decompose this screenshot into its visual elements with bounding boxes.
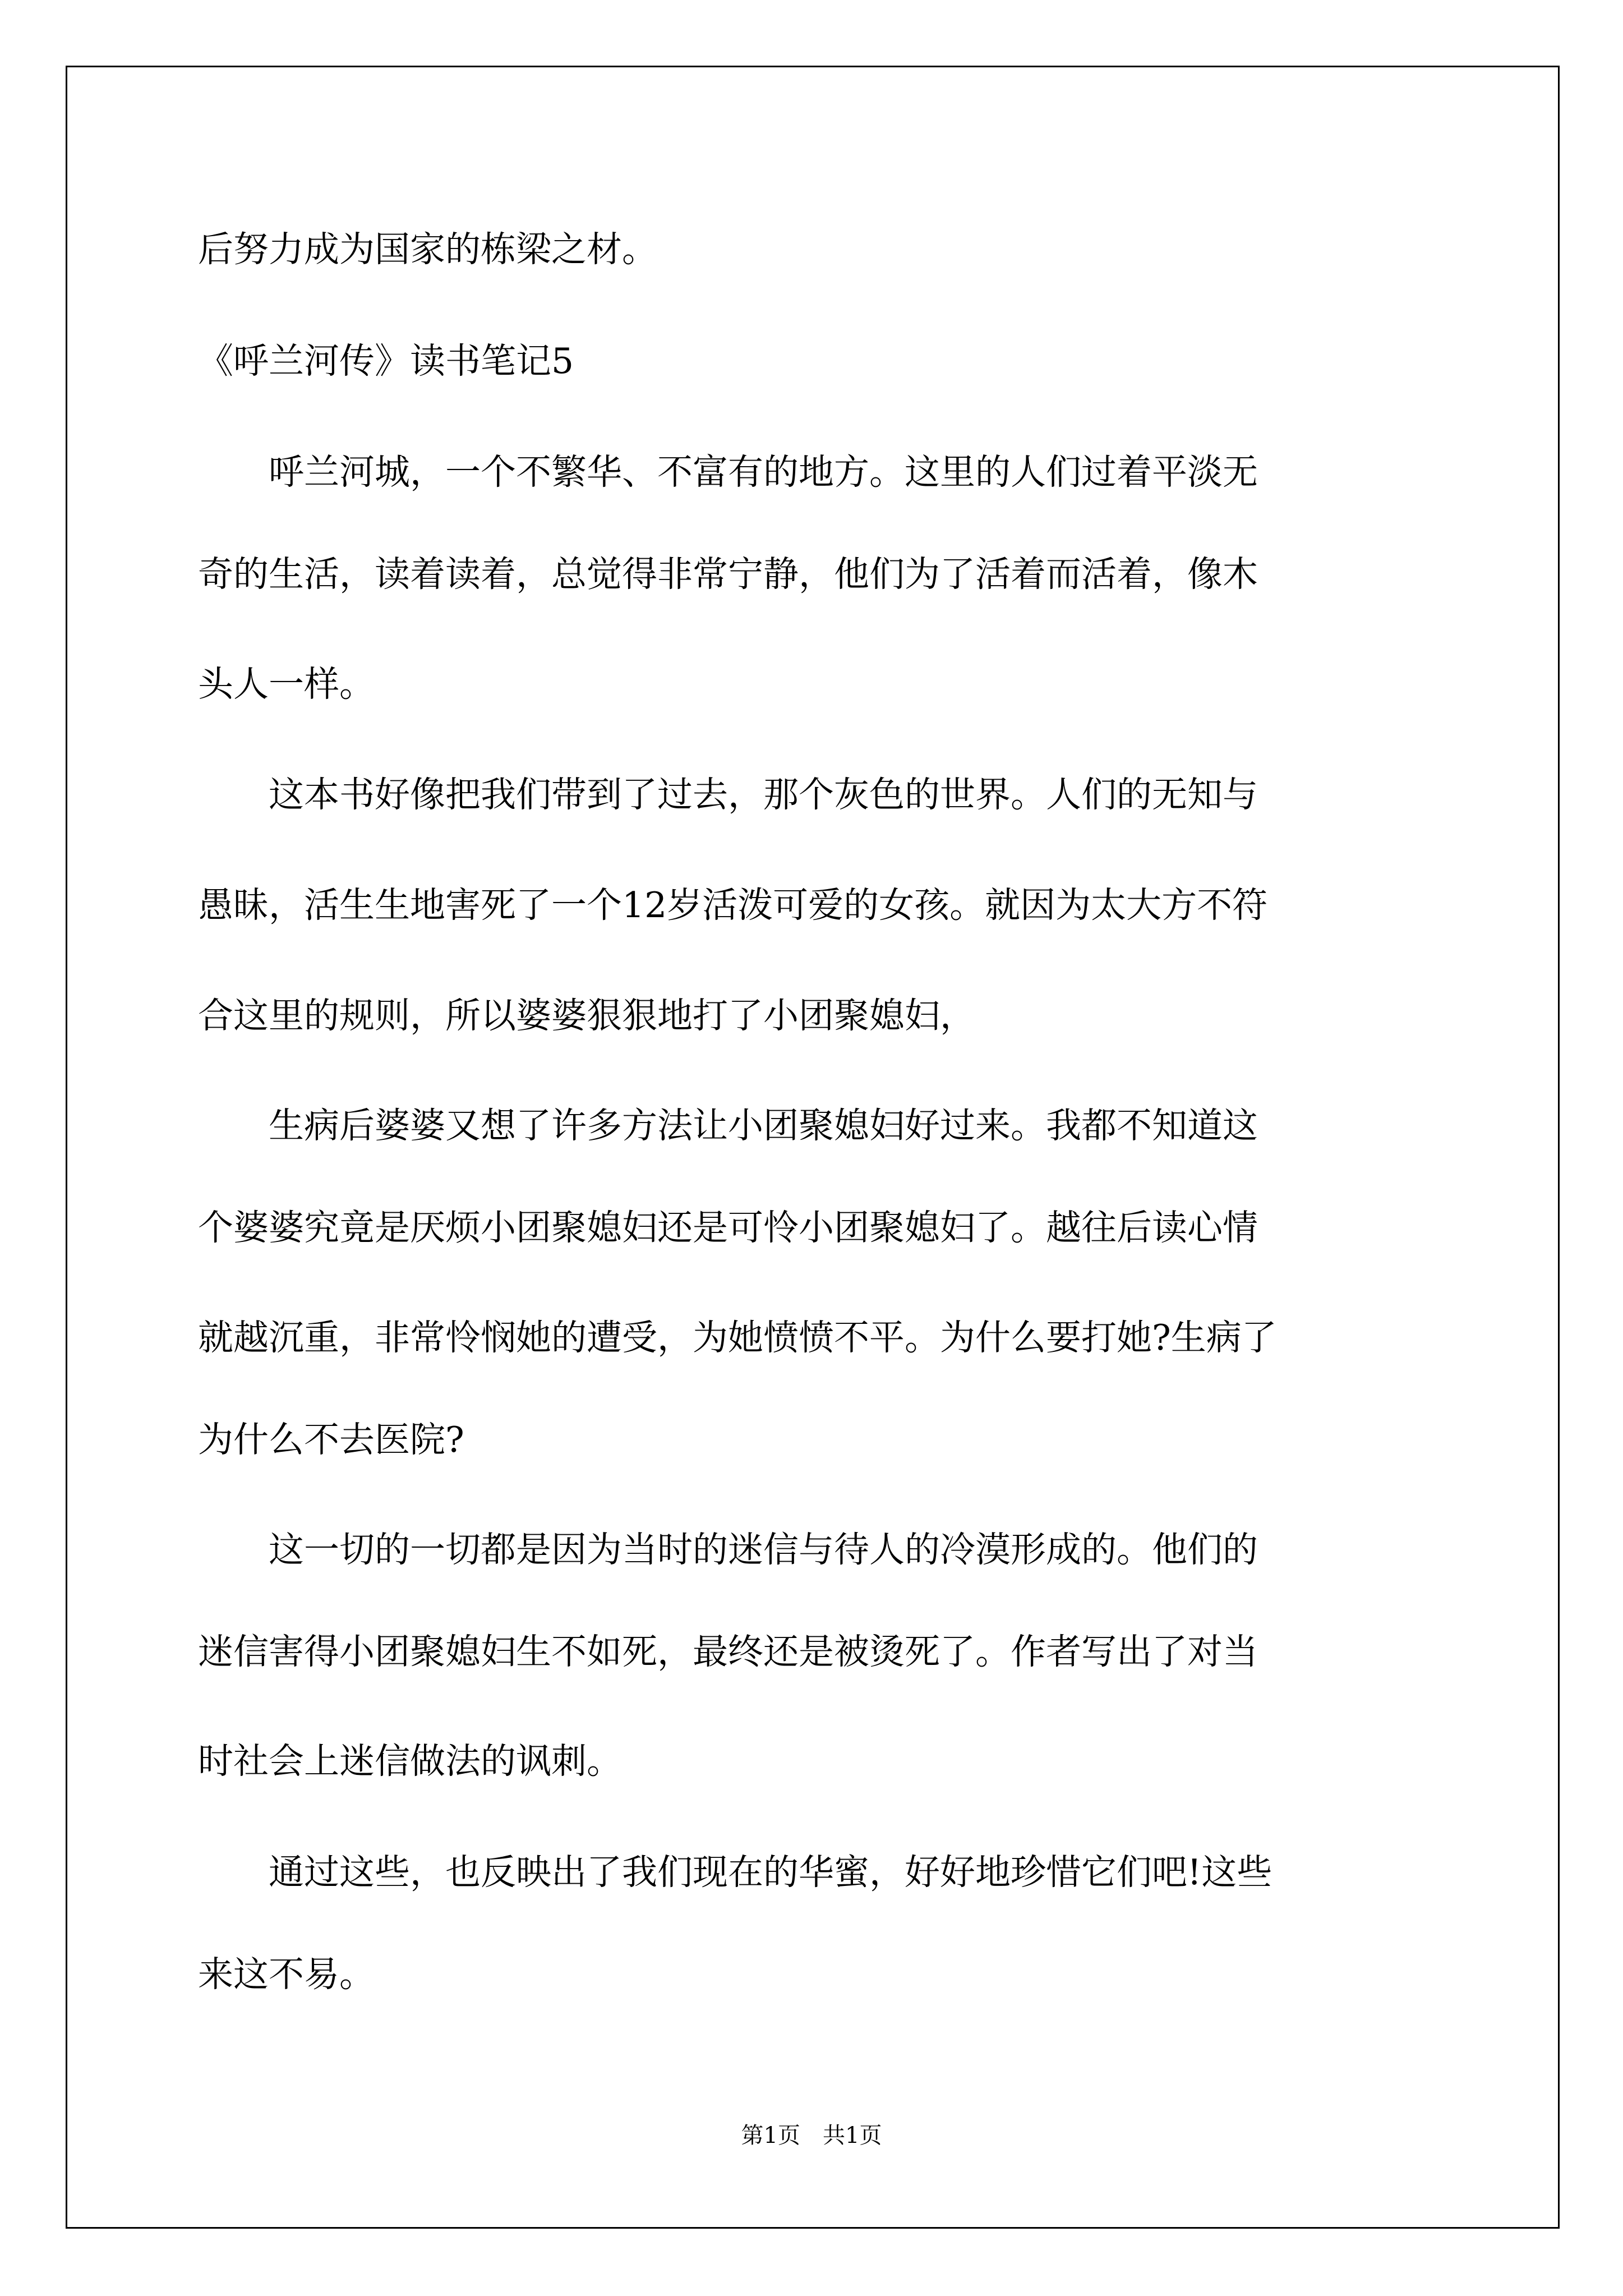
section-title: 《呼兰河传》读书笔记5 (198, 341, 574, 381)
paragraph-line: 就越沉重，非常怜悯她的遭受，为她愤愤不平。为什么要打她?生病了 (198, 1317, 1277, 1358)
paragraph-line: 呼兰河城，一个不繁华、不富有的地方。这里的人们过着平淡无 (198, 452, 1258, 493)
paragraph-line: 后努力成为国家的栋梁之材。 (198, 229, 657, 270)
paragraph-line: 迷信害得小团聚媳妇生不如死，最终还是被烫死了。作者写出了对当 (198, 1631, 1258, 1672)
paragraph-line: 为什么不去医院? (198, 1419, 464, 1460)
paragraph-line: 通过这些，也反映出了我们现在的华蜜，好好地珍惜它们吧!这些 (198, 1852, 1272, 1893)
paragraph-line: 奇的生活，读着读着，总觉得非常宁静，他们为了活着而活着，像木 (198, 554, 1258, 595)
paragraph-line: 来这不易。 (198, 1954, 375, 1995)
paragraph-line: 这一切的一切都是因为当时的迷信与待人的冷漠形成的。他们的 (198, 1529, 1258, 1570)
paragraph-line: 合这里的规则，所以婆婆狠狠地打了小团聚媳妇， (198, 995, 975, 1036)
paragraph-line: 个婆婆究竟是厌烦小团聚媳妇还是可怜小团聚媳妇了。越往后读心情 (198, 1207, 1258, 1248)
paragraph-line: 愚昧，活生生地害死了一个12岁活泼可爱的女孩。就因为太大方不符 (198, 885, 1268, 926)
page-footer: 第1页 共1页 (741, 2123, 882, 2148)
paragraph-line: 头人一样。 (198, 664, 375, 705)
paragraph-line: 时社会上迷信做法的讽刺。 (198, 1741, 622, 1782)
paragraph-line: 这本书好像把我们带到了过去，那个灰色的世界。人们的无知与 (198, 774, 1258, 815)
paragraph-line: 生病后婆婆又想了许多方法让小团聚媳妇好过来。我都不知道这 (198, 1105, 1258, 1146)
